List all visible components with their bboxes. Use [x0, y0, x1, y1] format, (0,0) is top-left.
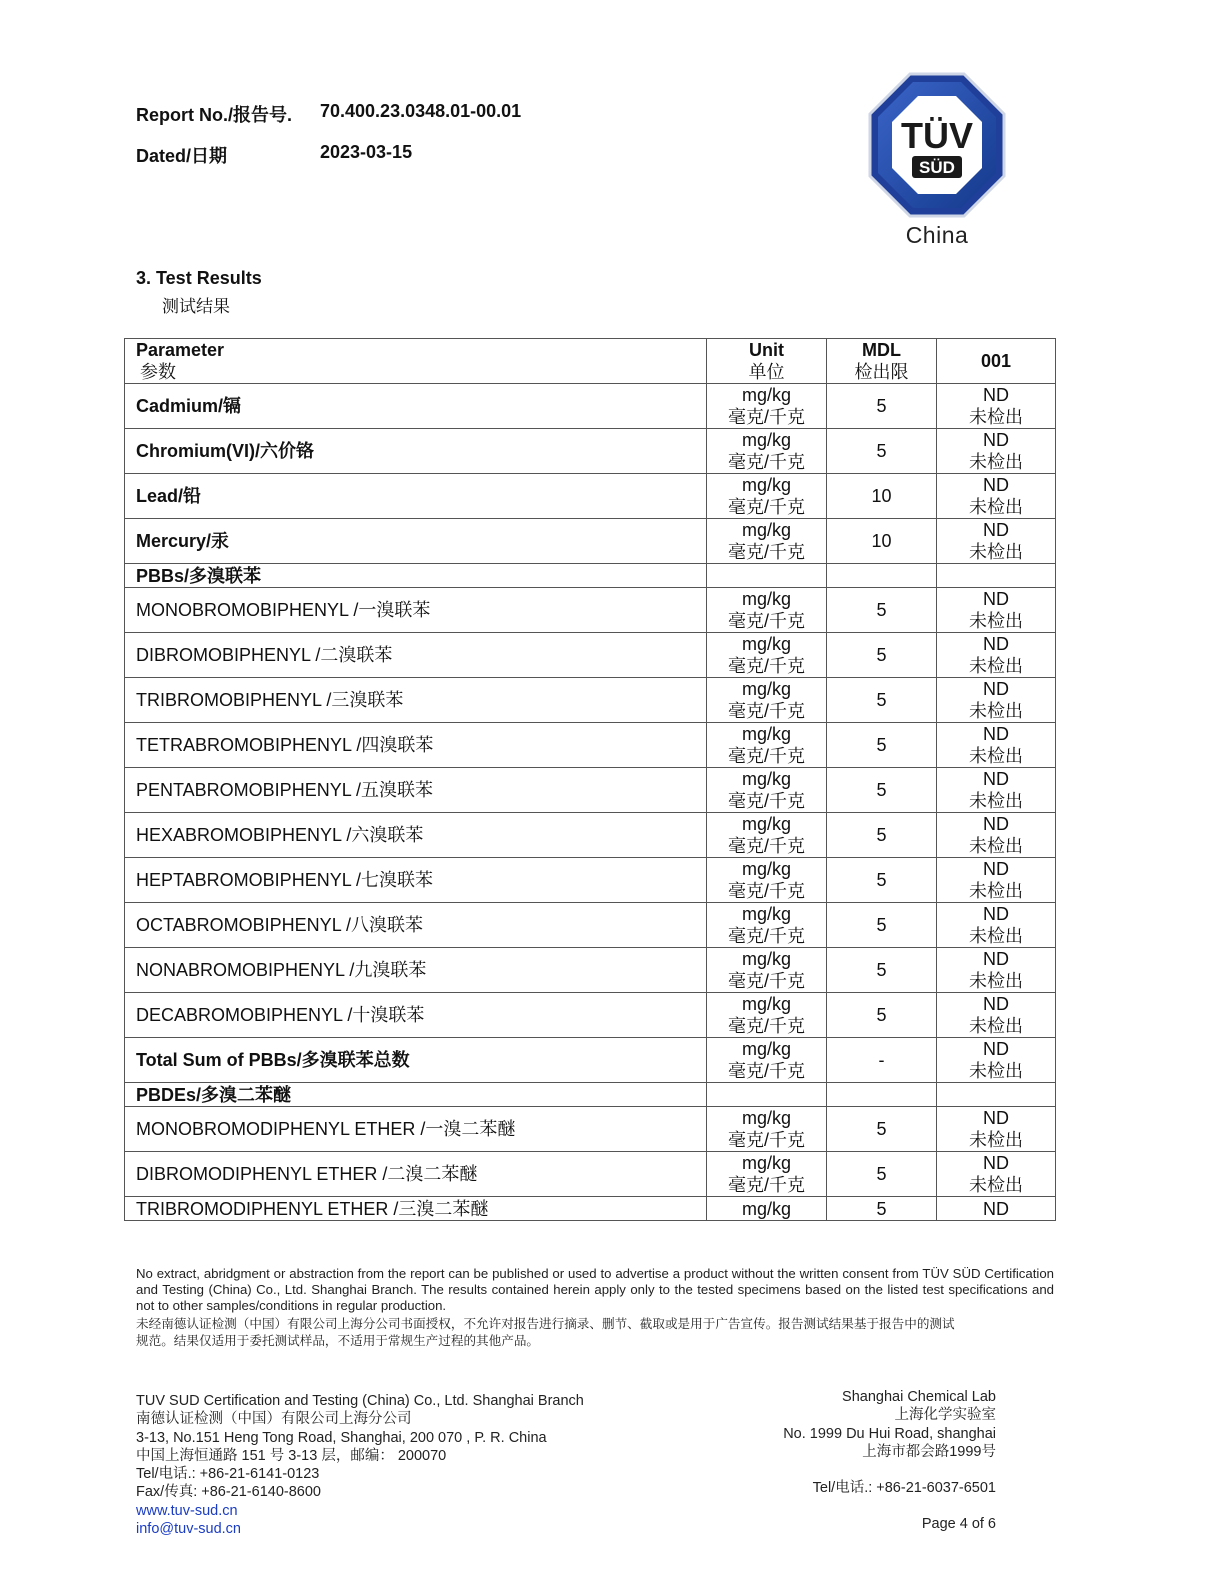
- group-label: PBBs/多溴联苯: [125, 564, 707, 588]
- result-cell: ND 未检出: [937, 1107, 1056, 1152]
- lab-tel: Tel/电话.: +86-21-6037-6501: [812, 1480, 996, 1497]
- header-parameter: Parameter 参数: [125, 339, 707, 384]
- result-cell: ND 未检出: [937, 474, 1056, 519]
- unit-cell: mg/kg 毫克/千克: [707, 768, 827, 813]
- section-title: 3. Test Results: [136, 268, 262, 288]
- empty-cell: [707, 1083, 827, 1107]
- result-cell: ND 未检出: [937, 813, 1056, 858]
- parameter-cell: Cadmium/镉: [125, 384, 707, 429]
- mdl-cell: 10: [827, 519, 937, 564]
- company-en: TUV SUD Certification and Testing (China) Co., Ltd. Shanghai Branch: [136, 1393, 584, 1409]
- header-mdl: MDL 检出限: [827, 339, 937, 384]
- logo-sud-text: SÜD: [919, 158, 955, 177]
- unit-cell: mg/kg 毫克/千克: [707, 633, 827, 678]
- result-cell: ND 未检出: [937, 993, 1056, 1038]
- report-number-value: 70.400.23.0348.01-00.01: [320, 101, 522, 121]
- mdl-cell: 5: [827, 678, 937, 723]
- result-cell: ND 未检出: [937, 633, 1056, 678]
- result-cell: ND 未检出: [937, 384, 1056, 429]
- table-row: [125, 429, 1056, 474]
- page-number: Page 4 of 6: [921, 1516, 996, 1533]
- logo-tuv-text: TÜV: [901, 115, 973, 156]
- parameter-cell: OCTABROMOBIPHENYL /八溴联苯: [125, 903, 707, 948]
- parameter-cell: TETRABROMOBIPHENYL /四溴联苯: [125, 723, 707, 768]
- group-label: PBDEs/多溴二苯醚: [125, 1083, 707, 1107]
- empty-cell: [827, 564, 937, 588]
- footer-right: [783, 1388, 996, 1534]
- table-row: [125, 993, 1056, 1038]
- table-row: [125, 588, 1056, 633]
- disclaimer-cn-line2: 规范。结果仅适用于委托测试样品，不适用于常规生产过程的其他产品。: [136, 1334, 539, 1348]
- table-row: [125, 1038, 1056, 1083]
- tuv-octagon-icon: [866, 70, 1008, 220]
- table-row: [125, 1107, 1056, 1152]
- tel: Tel/电话.: +86-21-6141-0123: [136, 1466, 320, 1483]
- parameter-cell: PENTABROMOBIPHENYL /五溴联苯: [125, 768, 707, 813]
- table-row: [125, 813, 1056, 858]
- table-row: [125, 519, 1056, 564]
- mdl-cell: 5: [827, 858, 937, 903]
- header-unit: Unit 单位: [707, 339, 827, 384]
- website-link[interactable]: www.tuv-sud.cn: [136, 1502, 238, 1519]
- unit-cell: mg/kg 毫克/千克: [707, 723, 827, 768]
- empty-cell: [827, 1083, 937, 1107]
- table-row: [125, 858, 1056, 903]
- header-sample: 001: [937, 339, 1056, 384]
- result-cell: ND: [937, 1197, 1056, 1221]
- unit-cell: mg/kg 毫克/千克: [707, 813, 827, 858]
- table-row: [125, 633, 1056, 678]
- disclaimer-en: No extract, abridgment or abstraction from the report can be published or used to advertise a product without the written consent from TÜV SÜD Certification and Testing (China) Co., Ltd. Shanghai Branch. The results contained herein apply only to the tested specimens based on the listed test specifications and not to other samples/conditions in regular production.: [136, 1266, 1054, 1314]
- parameter-cell: Lead/铅: [125, 474, 707, 519]
- empty-cell: [707, 564, 827, 588]
- tuv-sud-logo: [866, 70, 1008, 255]
- address-cn: 中国上海恒通路 151 号 3-13 层，邮编： 200070: [136, 1447, 447, 1464]
- mdl-cell: -: [827, 1038, 937, 1083]
- lab-en: Shanghai Chemical Lab: [842, 1389, 996, 1405]
- empty-cell: [937, 1083, 1056, 1107]
- table-row: [125, 1152, 1056, 1197]
- unit-cell: mg/kg 毫克/千克: [707, 384, 827, 429]
- mdl-cell: 5: [827, 1107, 937, 1152]
- mdl-cell: 5: [827, 948, 937, 993]
- mdl-cell: 10: [827, 474, 937, 519]
- table-header-row: [125, 339, 1056, 384]
- table-row: [125, 948, 1056, 993]
- table-row: [125, 384, 1056, 429]
- fax: Fax/传真: +86-21-6140-8600: [136, 1484, 321, 1501]
- result-cell: ND 未检出: [937, 588, 1056, 633]
- parameter-cell: MONOBROMOBIPHENYL /一溴联苯: [125, 588, 707, 633]
- parameter-cell: Chromium(VI)/六价铬: [125, 429, 707, 474]
- lab-address-en: No. 1999 Du Hui Road, shanghai: [783, 1425, 996, 1442]
- table-row: [125, 768, 1056, 813]
- mdl-cell: 5: [827, 384, 937, 429]
- result-cell: ND 未检出: [937, 948, 1056, 993]
- mdl-cell: 5: [827, 1197, 937, 1221]
- disclaimer-cn-line1: 未经南德认证检测（中国）有限公司上海分公司书面授权，不允许对报告进行摘录、删节、截取或是用于广告宣传。报告测试结果基于报告中的测试: [136, 1317, 955, 1331]
- mdl-cell: 5: [827, 429, 937, 474]
- group-row: [125, 1083, 1056, 1107]
- unit-cell: mg/kg 毫克/千克: [707, 1038, 827, 1083]
- parameter-cell: Total Sum of PBBs/多溴联苯总数: [125, 1038, 707, 1083]
- section-subtitle: 测试结果: [162, 297, 230, 316]
- date-label: Dated/日期: [136, 146, 228, 166]
- result-cell: ND 未检出: [937, 429, 1056, 474]
- mdl-cell: 5: [827, 723, 937, 768]
- parameter-cell: HEPTABROMOBIPHENYL /七溴联苯: [125, 858, 707, 903]
- table-row: [125, 723, 1056, 768]
- lab-address-cn: 上海市都会路1999号: [862, 1443, 996, 1460]
- result-cell: ND 未检出: [937, 1152, 1056, 1197]
- unit-cell: mg/kg 毫克/千克: [707, 993, 827, 1038]
- parameter-cell: Mercury/汞: [125, 519, 707, 564]
- unit-cell: mg/kg: [707, 1197, 827, 1221]
- result-cell: ND 未检出: [937, 768, 1056, 813]
- mdl-cell: 5: [827, 1152, 937, 1197]
- lab-cn: 上海化学实验室: [894, 1407, 996, 1424]
- footer-left: [136, 1392, 584, 1538]
- unit-cell: mg/kg 毫克/千克: [707, 1152, 827, 1197]
- mdl-cell: 5: [827, 993, 937, 1038]
- table-row: [125, 678, 1056, 723]
- table-row: [125, 1197, 1056, 1221]
- report-number-label: Report No./报告号.: [136, 105, 292, 125]
- result-cell: ND 未检出: [937, 903, 1056, 948]
- unit-cell: mg/kg 毫克/千克: [707, 429, 827, 474]
- parameter-cell: DECABROMOBIPHENYL /十溴联苯: [125, 993, 707, 1038]
- address-en: 3-13, No.151 Heng Tong Road, Shanghai, 200 070 , P. R. China: [136, 1429, 547, 1446]
- date-value: 2023-03-15: [320, 142, 413, 162]
- table-row: [125, 474, 1056, 519]
- mdl-cell: 5: [827, 768, 937, 813]
- parameter-cell: NONABROMOBIPHENYL /九溴联苯: [125, 948, 707, 993]
- parameter-cell: TRIBROMOBIPHENYL /三溴联苯: [125, 678, 707, 723]
- unit-cell: mg/kg 毫克/千克: [707, 858, 827, 903]
- unit-cell: mg/kg 毫克/千克: [707, 678, 827, 723]
- result-cell: ND 未检出: [937, 678, 1056, 723]
- mdl-cell: 5: [827, 633, 937, 678]
- unit-cell: mg/kg 毫克/千克: [707, 903, 827, 948]
- unit-cell: mg/kg 毫克/千克: [707, 1107, 827, 1152]
- result-cell: ND 未检出: [937, 519, 1056, 564]
- parameter-cell: MONOBROMODIPHENYL ETHER /一溴二苯醚: [125, 1107, 707, 1152]
- table-row: [125, 903, 1056, 948]
- unit-cell: mg/kg 毫克/千克: [707, 519, 827, 564]
- unit-cell: mg/kg 毫克/千克: [707, 474, 827, 519]
- mdl-cell: 5: [827, 813, 937, 858]
- parameter-cell: HEXABROMOBIPHENYL /六溴联苯: [125, 813, 707, 858]
- result-cell: ND 未检出: [937, 1038, 1056, 1083]
- mdl-cell: 5: [827, 903, 937, 948]
- logo-region: China: [905, 222, 969, 248]
- parameter-cell: TRIBROMODIPHENYL ETHER /三溴二苯醚: [125, 1197, 707, 1221]
- mdl-cell: 5: [827, 588, 937, 633]
- disclaimer-cn: [136, 1316, 1054, 1350]
- results-table: [124, 338, 1056, 1221]
- parameter-cell: DIBROMODIPHENYL ETHER /二溴二苯醚: [125, 1152, 707, 1197]
- email-link[interactable]: info@tuv-sud.cn: [136, 1521, 241, 1538]
- unit-cell: mg/kg 毫克/千克: [707, 588, 827, 633]
- company-cn: 南德认证检测（中国）有限公司上海分公司: [136, 1411, 412, 1428]
- unit-cell: mg/kg 毫克/千克: [707, 948, 827, 993]
- result-cell: ND 未检出: [937, 723, 1056, 768]
- group-row: [125, 564, 1056, 588]
- result-cell: ND 未检出: [937, 858, 1056, 903]
- parameter-cell: DIBROMOBIPHENYL /二溴联苯: [125, 633, 707, 678]
- empty-cell: [937, 564, 1056, 588]
